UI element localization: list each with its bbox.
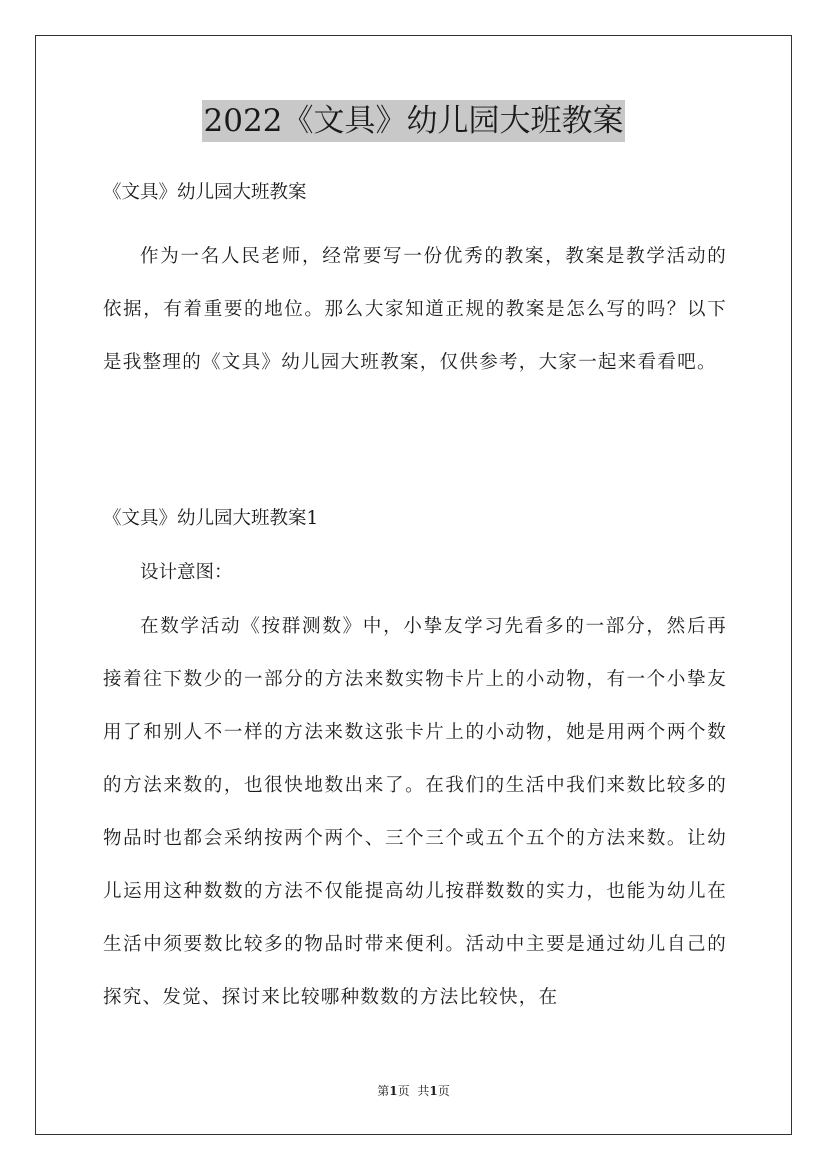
intro-paragraph: 作为一名人民老师，经常要写一份优秀的教案，教案是教学活动的依据，有着重要的地位。那么大家知道正规的教案是怎么写的吗？以下是我整理的《文具》幼儿园大班教案，仅供参考，大家一起来看看吧。 (103, 246, 727, 373)
total-prefix: 共 (417, 1084, 430, 1098)
title-container (0, 100, 827, 142)
design-intent-label: 设计意图： (140, 562, 233, 583)
page-footer (0, 1082, 827, 1100)
section-heading: 《文具》幼儿园大班教案1 (103, 508, 319, 529)
total-suffix: 页 (437, 1084, 450, 1098)
page-suffix: 页 (397, 1084, 410, 1098)
design-intent-paragraph: 在数学活动《按群测数》中，小挚友学习先看多的一部分，然后再接着往下数少的一部分的方法来数实物卡片上的小动物，有一个小挚友用了和别人不一样的方法来数这张卡片上的小动物，她是用两个两个数的方法来数的，也很快地数出来了。在我们的生活中我们来数比较多的物品时也都会采纳按两个两个、三个三个或五个五个的方法来数。让幼儿运用这种数数的方法不仅能提高幼儿按群数数的实力，也能为幼儿在生活中须要数比较多的物品时带来便利。活动中主要是通过幼儿自己的探究、发觉、探讨来比较哪种数数的方法比较快，在 (103, 616, 727, 1008)
document-subtitle: 《文具》幼儿园大班教案 (103, 182, 307, 203)
document-title: 2022《文具》幼儿园大班教案 (202, 100, 626, 142)
total-pages: 1 (429, 1084, 438, 1098)
page-prefix: 第 (377, 1084, 390, 1098)
page-number: 1 (389, 1084, 398, 1098)
